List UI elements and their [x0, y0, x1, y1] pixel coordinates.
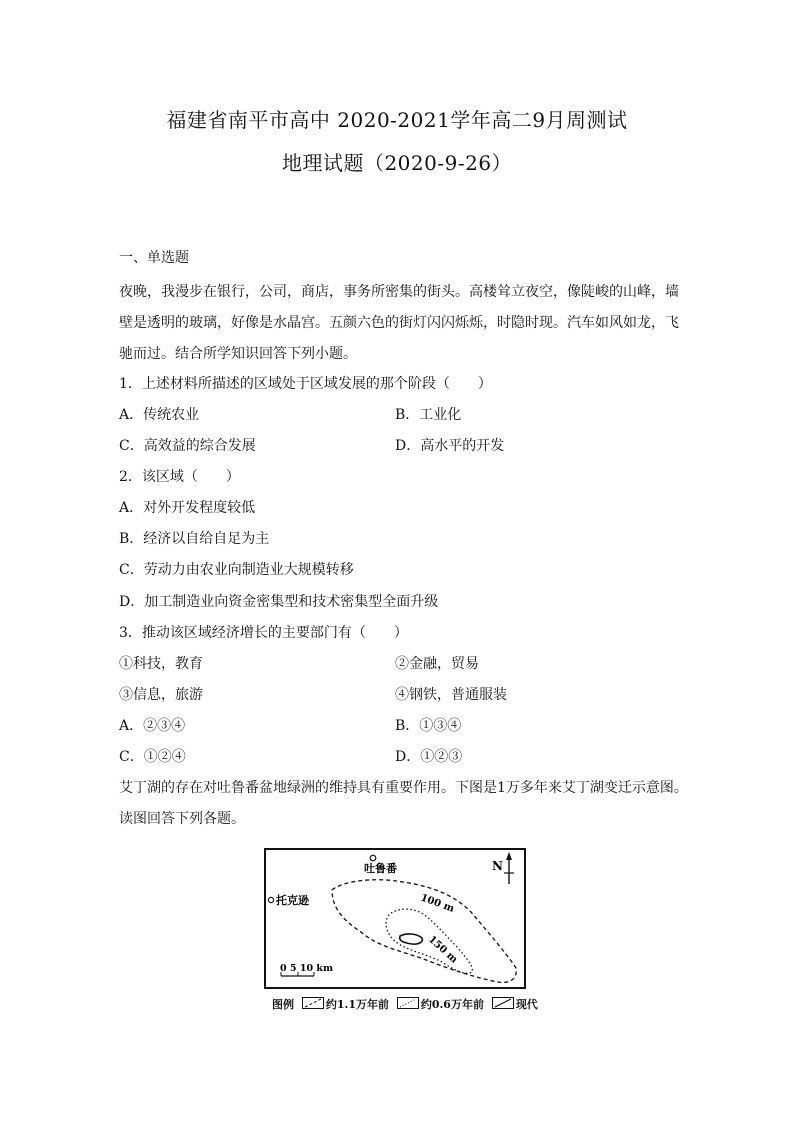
passage2-line1: 艾丁湖的存在对吐鲁番盆地绿洲的维持具有重要作用。下图是1万多年来艾丁湖变迁示意图。 — [119, 780, 688, 796]
legend-swatch-6k — [397, 997, 419, 1009]
q3-option-c: C．①②④ — [119, 749, 186, 765]
contour-150-label: 150 m — [425, 934, 460, 966]
q3-item1: ①科技，教育 — [119, 656, 203, 672]
toksun-marker — [268, 897, 273, 902]
legend-label: 图例 — [272, 998, 294, 1011]
passage1-line2: 壁是透明的玻璃，好像是水晶宫。五颜六色的街灯闪闪烁烁，时隐时现。汽车如风如龙，飞 — [119, 315, 679, 331]
q1-option-a: A．传统农业 — [119, 407, 200, 423]
legend-item-11k: 约1.1万年前 — [325, 998, 389, 1011]
q2-option-a: A．对外开发程度较低 — [119, 500, 256, 516]
turpan-label: 吐鲁番 — [364, 862, 397, 875]
q3-option-d: D．①②③ — [395, 749, 463, 765]
section-heading: 一、单选题 — [119, 250, 189, 266]
north-label: N — [492, 859, 503, 873]
legend-swatch-11k — [302, 997, 324, 1009]
q2-option-c: C．劳动力由农业向制造业大规模转移 — [119, 562, 354, 578]
legend-item-modern: 现代 — [515, 998, 538, 1011]
doc-title-line2: 地理试题（2020-9-26） — [281, 151, 513, 175]
q3-item2: ②金融，贸易 — [395, 656, 479, 672]
q1-stem: 1．上述材料所描述的区域处于区域发展的那个阶段（ ） — [119, 376, 492, 392]
north-arrowhead-icon — [506, 852, 512, 860]
passage1-line1: 夜晚，我漫步在银行，公司，商店，事务所密集的街头。高楼耸立夜空，像陡峻的山峰，墙 — [119, 284, 679, 300]
turpan-marker — [370, 855, 376, 861]
q2-stem: 2．该区域（ ） — [119, 469, 240, 485]
q1-option-d: D．高水平的开发 — [395, 438, 505, 454]
q3-item3: ③信息，旅游 — [119, 687, 203, 703]
q3-item4: ④钢铁，普通服装 — [395, 687, 507, 703]
lake-map-figure — [264, 848, 526, 989]
contour-100-label: 100 m — [418, 892, 456, 915]
q3-option-b: B．①③④ — [395, 718, 462, 734]
q2-option-d: D．加工制造业向资金密集型和技术密集型全面升级 — [119, 594, 439, 610]
passage1-line3: 驰而过。结合所学知识回答下列小题。 — [119, 346, 357, 362]
lake-map — [266, 850, 524, 987]
toksun-label: 托克逊 — [276, 894, 309, 907]
modern-lake — [400, 934, 423, 944]
q3-option-a: A．②③④ — [119, 718, 186, 734]
q3-stem: 3．推动该区域经济增长的主要部门有（ ） — [119, 625, 408, 641]
map-legend — [272, 996, 538, 1012]
scale-label: 0 5 10 km — [280, 963, 333, 974]
q1-option-b: B．工业化 — [395, 407, 462, 423]
doc-title-line1: 福建省南平市高中 2020-2021学年高二9月周测试 — [166, 108, 628, 132]
passage2-line2: 读图回答下列各题。 — [119, 811, 245, 827]
q1-option-c: C．高效益的综合发展 — [119, 438, 256, 454]
q2-option-b: B．经济以自给自足为主 — [119, 531, 270, 547]
legend-swatch-modern — [492, 997, 514, 1009]
legend-item-6k: 约0.6万年前 — [420, 998, 484, 1011]
